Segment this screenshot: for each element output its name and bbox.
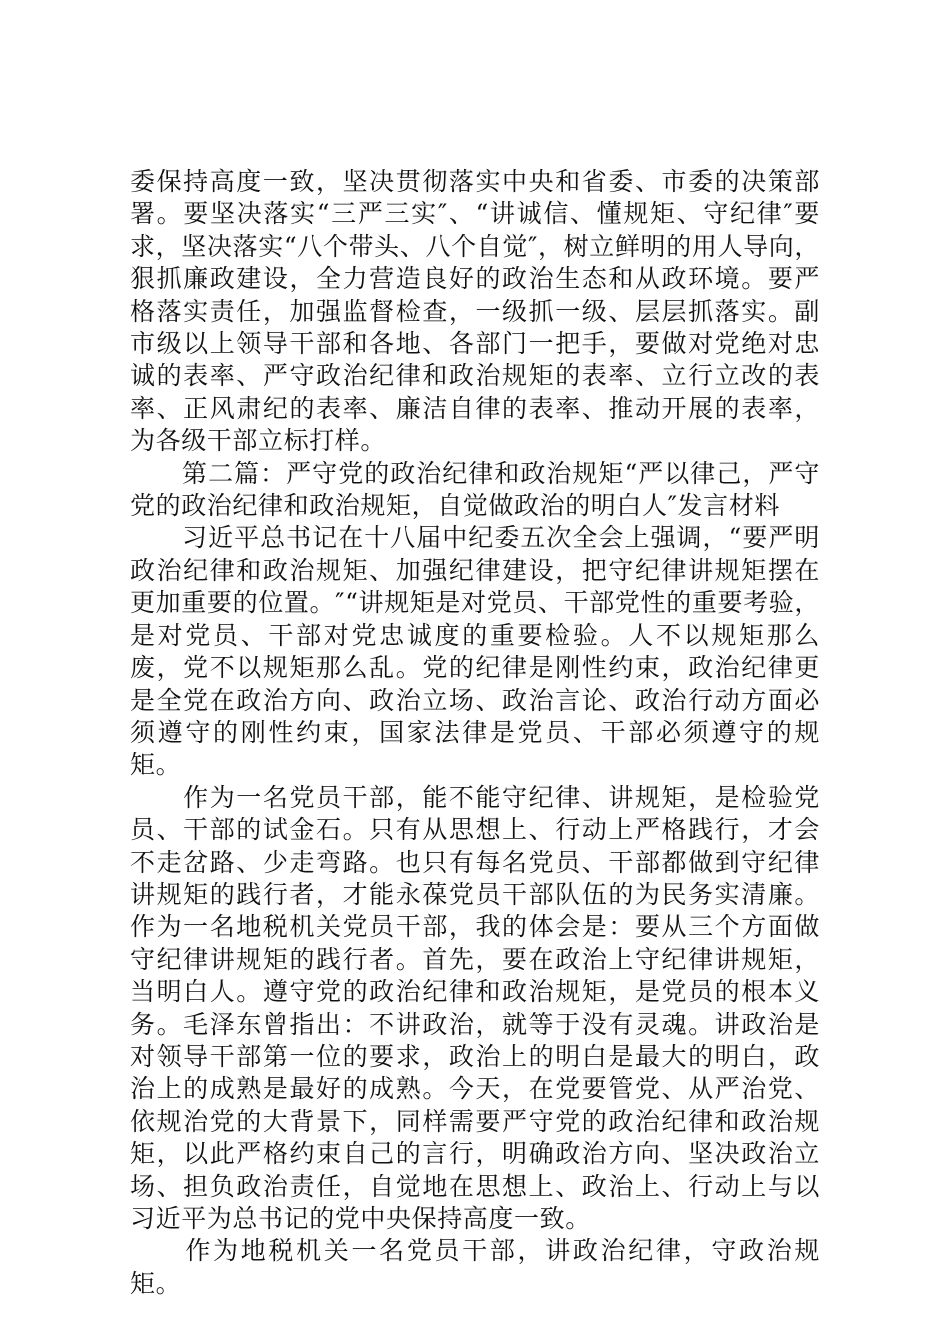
paragraph-final: 作为地税机关一名党员干部，讲政治纪律，守政治规矩。 (130, 1236, 820, 1298)
document-body (130, 166, 820, 1300)
paragraph-section-title: 第二篇：严守党的政治纪律和政治规矩“严以律己，严守党的政治纪律和政治规矩，自觉做政治的明白人″发言材料 (130, 458, 820, 521)
paragraph-body: 作为一名党员干部，能不能守纪律、讲规矩，是检验党员、干部的试金石。只有从思想上、行动上严格践行，才会不走岔路、少走弯路。也只有每名党员、干部都做到守纪律讲规矩的践行者，才能永葆党员干部队伍的为民务实清廉。作为一名地税机关党员干部，我的体会是：要从三个方面做守纪律讲规矩的践行者。首先，要在政治上守纪律讲规矩，当明白人。遵守党的政治纪律和政治规矩，是党员的根本义务。毛泽东曾指出：不讲政治，就等于没有灵魂。讲政治是对领导干部第一位的要求，政治上的明白是最大的明白，政治上的成熟是最好的成熟。今天，在党要管党、从严治党、依规治党的大背景下，同样需要严守党的政治纪律和政治规矩，以此严格约束自己的言行，明确政治方向、坚决政治立场、担负政治责任，自觉地在思想上、政治上、行动上与以习近平为总书记的党中央保持高度一致。 (130, 782, 820, 1233)
paragraph-quote: 习近平总书记在十八届中纪委五次全会上强调，“要严明政治纪律和政治规矩、加强纪律建设，把守纪律讲规矩摆在更加重要的位置。″“讲规矩是对党员、干部党性的重要考验，是对党员、干部对党忠诚度的重要检验。人不以规矩那么废，党不以规矩那么乱。党的纪律是刚性约束，政治纪律更是全党在政治方向、政治立场、政治言论、政治行动方面必须遵守的刚性约束，国家法律是党员、干部必须遵守的规矩。 (130, 523, 820, 780)
paragraph-continuation: 委保持高度一致，坚决贯彻落实中央和省委、市委的决策部署。要坚决落实“三严三实″、“讲诚信、懂规矩、守纪律″要求，坚决落实“八个带头、八个自觉″，树立鲜明的用人导向，狠抓廉政建设，全力营造良好的政治生态和从政环境。要严格落实责任，加强监督检查，一级抓一级、层层抓落实。副市级以上领导干部和各地、各部门一把手，要做对党绝对忠诚的表率、严守政治纪律和政治规矩的表率、立行立改的表率、正风肃纪的表率、廉洁自律的表率、推动开展的表率，为各级干部立标打样。 (130, 167, 820, 456)
